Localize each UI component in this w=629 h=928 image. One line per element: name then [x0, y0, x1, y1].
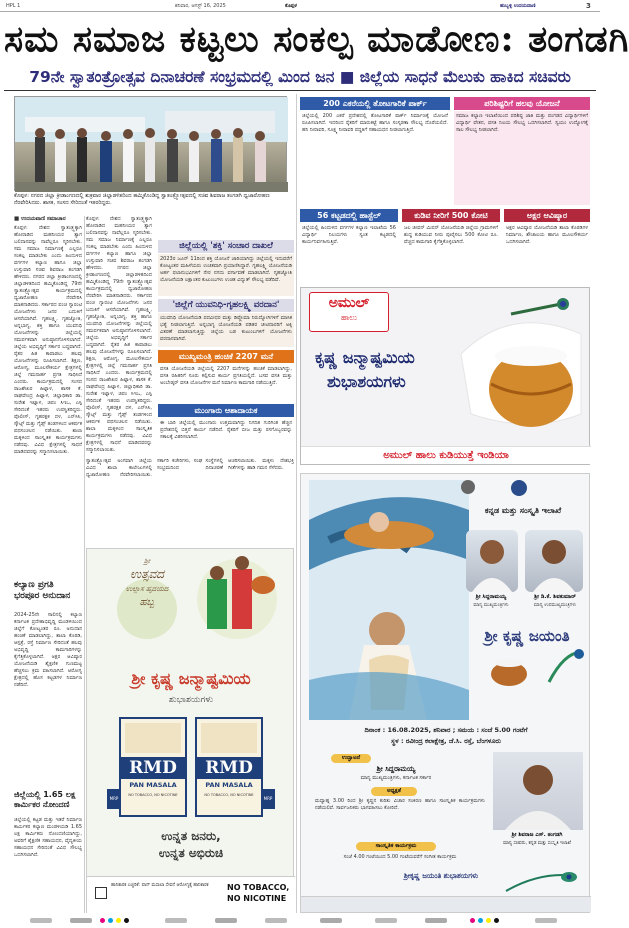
- register-mark: [535, 918, 557, 923]
- inaugurator-label: ಉದ್ಘಾಟನೆ: [331, 754, 371, 763]
- dcm-role: ಮಾನ್ಯ ಉಪಮುಖ್ಯಮಂತ್ರಿಗಳು: [533, 603, 577, 608]
- register-mark: [375, 918, 397, 923]
- mrp-badge: MRP: [107, 789, 121, 809]
- page-header-bar: [0, 0, 600, 12]
- inaugurator-role: ಮಾನ್ಯ ಮುಖ್ಯಮಂತ್ರಿಗಳು, ಕರ್ನಾಟಕ ಸರ್ಕಾರ: [360, 775, 432, 781]
- minister-name: ಶ್ರೀ ಶಿವರಾಜ ಎಸ್. ತಂಗಡಗಿ: [511, 832, 563, 838]
- page-code: HPL 1: [6, 3, 21, 9]
- rmd-footer-text: ಹಾನಿಕಾರಕ ಎಚ್ಚರಿಕೆ: ಪಾನ್ ಮಸಾಲಾ ಸೇವನೆ ಆರೋಗ್ಯಕ್ಕೆ ಹಾನಿಕಾರಕ: [111, 883, 209, 888]
- box-body-hostel: ಜಿಲ್ಲೆಯಲ್ಲಿ ಹಿಂದುಳಿದ ವರ್ಗಗಳ ಕಲ್ಯಾಣ ಇಲಾಖೆಯ 56 ವಿದ್ಯಾರ್ಥಿ ನಿಲಯಗಳು ಸ್ವಂತ ಕಟ್ಟಡದಲ್ಲಿ ಕಾರ್ಯನಿರ್ವಹಿಸುತ್ತಿವೆ.: [302, 225, 396, 245]
- department-name: ಕನ್ನಡ ಮತ್ತು ಸಂಸ್ಕೃತಿ ಇಲಾಖೆ: [484, 506, 562, 515]
- chief-guest-label: ಅಧ್ಯಕ್ಷತೆ: [371, 787, 417, 796]
- article-kicker: ■ ಉದಯವಾಣಿ ಸಮಾಚಾರ: [14, 216, 66, 222]
- register-mark: [320, 918, 342, 923]
- krishna-jayanti-title: ಶ್ರೀ ಕೃಷ್ಣ ಜಯಂತಿ: [484, 627, 570, 645]
- register-mark: [478, 918, 483, 923]
- register-mark: [30, 918, 52, 923]
- krishna-jayanti-title-area: [469, 624, 585, 694]
- rmd-pack-2: [195, 717, 273, 817]
- mrp-badge: MRP: [261, 789, 275, 809]
- column-rule: [84, 216, 85, 913]
- rmd-pack-1: [109, 717, 187, 817]
- register-mark: [265, 918, 287, 923]
- rmd-script-line3: ಉಲ್ಲಾಸ ಹೃದಯದ: [125, 585, 169, 593]
- register-mark: [116, 918, 121, 923]
- box-heading-akshara: ಅಕ್ಷರ ಆವಿಷ್ಕಾರ: [504, 209, 590, 222]
- register-mark: [165, 918, 187, 923]
- box-heading-yuvanidhi: 'ಜಿಲ್ಲೆಗೆ ಯುವನಿಧಿ-ಗೃಹಲಕ್ಷ್ಮಿ ವರದಾನ': [158, 299, 294, 312]
- photo-scene: [15, 97, 288, 192]
- flag-hoisting-photo: [14, 96, 287, 191]
- govt-emblem-icon: [461, 480, 475, 494]
- box-body-housing: ವಸತಿ ಯೋಜನೆಯಡಿ ಜಿಲ್ಲೆಯಲ್ಲಿ 2207 ಮನೆಗಳನ್ನು ಹಂಚಿಕೆ ಮಾಡಲಾಗಿದ್ದು, ವಸತಿ ರಹಿತರಿಗೆ ಸೂರು ಕಲ್ಪಿಸುವ ಕಾರ್ಯ ಪ್ರಗತಿಯಲ್ಲಿದೆ. ಬಸವ ವಸತಿ ಮತ್ತು ಅಂಬೇಡ್ಕರ್ ವಸತಿ ಯೋಜನೆಗಳ ಮನೆ ನಿರ್ಮಾಣ ಕಾಮಗಾರಿ ನಡೆಯುತ್ತಿದೆ.: [160, 366, 292, 386]
- box-body-monsoon: ಈ ಬಾರಿ ಜಿಲ್ಲೆಯಲ್ಲಿ ಮುಂಗಾರು ಉತ್ತಮವಾಗಿದ್ದು ನಿಗದಿತ ಗುರಿಗಿಂತ ಹೆಚ್ಚಿನ ಪ್ರದೇಶದಲ್ಲಿ ಬಿತ್ತನೆ ಕಾರ್ಯ ನಡೆದಿದೆ. ರೈತರಿಗೆ ಬೀಜ ಮತ್ತು ರಸಗೊಬ್ಬರವನ್ನು ಸಕಾಲಕ್ಕೆ ವಿತರಿಸಲಾಗಿದೆ.: [160, 420, 292, 440]
- rmd-script-line4: ಹಬ್ಬ: [139, 597, 155, 608]
- chief-guest-text: ಮಧ್ಯಾಹ್ನ 3.00 ರಿಂದ ಶ್ರೀ ಕೃಷ್ಣನ ಕುರಿತು ವಿಚಾರ ಸಂಕಿರಣ ಹಾಗೂ ಸಾಂಸ್ಕೃತಿಕ ಕಾರ್ಯಕ್ರಮಗಳು ನಡೆಯಲಿವೆ. ಸಾರ್ವಜನಿಕರು ಭಾಗವಹಿಸಲು ಕೋರಿದೆ.: [315, 798, 485, 811]
- side-heading-1: ಕಲ್ಯಾಣ ಪ್ರಗತಿ ಭರಪೂರ ಅನುದಾನ: [14, 580, 71, 601]
- section-name: ಕೊಪ್ಪಳ: [285, 3, 297, 9]
- cultural-text: ಸಂಜೆ 4.00 ಗಂಟೆಯಿಂದ 5.00 ಗಂಟೆಯವರೆಗೆ ಸಂಗೀತ ಕಾರ್ಯಕ್ರಮ: [343, 854, 457, 860]
- pack-name: PAN MASALA: [129, 781, 177, 789]
- brand-name: ಹುಬ್ಬಳ್ಳಿ ಉದಯವಾಣಿ: [500, 3, 536, 9]
- pack-warning: NO TOBACCO, NO NICOTINE: [204, 793, 254, 797]
- rmd-title: ಶ್ರೀ ಕೃಷ್ಣ ಜನ್ಮಾಷ್ಟಮಿಯ: [131, 669, 251, 688]
- register-mark: [108, 918, 113, 923]
- rmd-slogan-line1: ಉನ್ನತ ಜನರು,: [161, 829, 221, 843]
- pot-and-feather-icon: [469, 648, 585, 688]
- pack-name: PAN MASALA: [205, 781, 253, 789]
- amul-logo: [309, 292, 389, 332]
- rmd-subtitle: ಶುಭಾಶಯಗಳು: [168, 695, 214, 705]
- amul-tagline: ಅಮುಲ್ ಹಾಲು ಕುಡಿಯುತ್ತೆ ಇಂಡಿಯಾ: [301, 446, 591, 464]
- box-heading-horticulture: 200 ಎಕರೆಯಲ್ಲಿ ತೋಟಗಾರಿಕೆ ಪಾರ್ಕ್: [300, 97, 450, 110]
- peacock-feather-icon: [501, 866, 581, 896]
- box-body-horticulture: ಜಿಲ್ಲೆಯಲ್ಲಿ 200 ಎಕರೆ ಪ್ರದೇಶದಲ್ಲಿ ತೋಟಗಾರಿಕೆ ಪಾರ್ಕ್ ನಿರ್ಮಾಣಕ್ಕೆ ಯೋಜನೆ ರೂಪಿಸಲಾಗಿದೆ. ಇದರಿಂದ ರೈತರಿಗೆ ಮಾರುಕಟ್ಟೆ ಹಾಗೂ ಸಂಸ್ಕರಣಾ ಸೌಲಭ್ಯ ದೊರೆಯಲಿದೆ. ಹನಿ ನೀರಾವರಿ, ಸೂಕ್ಷ್ಮ ನೀರಾವರಿ ಪದ್ಧತಿಗೆ ಸಹಾಯಧನ ನೀಡಲಾಗುತ್ತಿದೆ.: [302, 113, 448, 133]
- box-body-sc-schemes: ಸಮಾಜ ಕಲ್ಯಾಣ ಇಲಾಖೆಯಿಂದ ಪರಿಶಿಷ್ಟ ಜಾತಿ ಮತ್ತು ಪಂಗಡದ ವಿದ್ಯಾರ್ಥಿಗಳಿಗೆ ವಿದ್ಯಾರ್ಥಿ ವೇತನ, ವಸತಿ ನಿಲಯ ಸೌಲಭ್ಯ ಒದಗಿಸಲಾಗಿದೆ. ಸ್ವಯಂ ಉದ್ಯೋಗಕ್ಕೆ ಸಾಲ ಸೌಲಭ್ಯ ನೀಡಲಾಗಿದೆ.: [454, 111, 590, 205]
- rmd-script-line2: ಉತ್ಸವದ: [129, 567, 165, 581]
- register-mark: [100, 918, 105, 923]
- krishna-illustration: [309, 480, 469, 720]
- register-mark: [494, 918, 499, 923]
- govt-ad-footer: ಶ್ರೀಕೃಷ್ಣ ಜಯಂತಿ ಶುಭಾಶಯಗಳು: [403, 872, 479, 880]
- rmd-footer: [87, 876, 295, 914]
- box-body-shakti: 2023ರ ಜೂನ್ 11ರಿಂದ ಶಕ್ತಿ ಯೋಜನೆ ಜಾರಿಯಾಗಿದ್ದು ಜಿಲ್ಲೆಯಲ್ಲಿ ಇದುವರೆಗೆ ಕೋಟ್ಯಂತರ ಮಹಿಳೆಯರು ಉಚಿತವಾಗಿ ಪ್ರಯಾಣಿಸಿದ್ದಾರೆ. ಗೃಹಲಕ್ಷ್ಮಿ ಯೋಜನೆಯಡಿ ಅರ್ಹ ಫಲಾನುಭವಿಗಳಿಗೆ ನೇರ ನಗದು ವರ್ಗಾವಣೆ ಮಾಡಲಾಗಿದೆ. ಗೃಹಜ್ಯೋತಿ ಯೋಜನೆಯಡಿ ಲಕ್ಷಾಂತರ ಕುಟುಂಬಗಳು ಉಚಿತ ವಿದ್ಯುತ್ ಸೌಲಭ್ಯ ಪಡೆದಿವೆ.: [158, 254, 294, 296]
- register-mark: [70, 918, 92, 923]
- box-body-akshara: ಅಕ್ಷರ ಆವಿಷ್ಕಾರ ಯೋಜನೆಯಡಿ ಶಾಲಾ ಕೊಠಡಿಗಳ ನಿರ್ಮಾಣ, ಶೌಚಾಲಯ ಹಾಗೂ ಮೂಲಸೌಕರ್ಯ ಒದಗಿಸಲಾಗಿದೆ.: [506, 225, 588, 245]
- amul-brand: ಅಮುಲ್: [328, 295, 370, 311]
- pack-warning: NO TOBACCO, NO NICOTINE: [128, 793, 178, 797]
- photo-caption: ಕೊಪ್ಪಳ: ನಗರದ ಜಿಲ್ಲಾ ಕ್ರೀಡಾಂಗಣದಲ್ಲಿ ಶುಕ್ರವಾರ ಜಿಲ್ಲಾಡಳಿತದಿಂದ ಹಮ್ಮಿಕೊಂಡಿದ್ದ ಸ್ವಾತಂತ್ರ್ಯೋತ್ಸವದಲ್ಲಿ ಸಚಿವ ಶಿವರಾಜ ತಂಗಡಗಿ ಧ್ವಜಾರೋಹಣ ನೆರವೇರಿಸಿದರು. ಶಾಸಕ, ಸಂಸದ ಸೇರಿದಂತೆ ಇತರರಿದ್ದರು.: [14, 193, 270, 206]
- dcm-name: ಶ್ರೀ ಡಿ.ಕೆ. ಶಿವಕುಮಾರ್: [534, 594, 576, 600]
- side-heading-2: ಜಿಲ್ಲೆಯಲ್ಲಿ 1.65 ಲಕ್ಷ ಕಾರ್ಮಿಕರ ನೋಂದಣಿ: [14, 790, 76, 809]
- rmd-pan-masala-ad: [86, 548, 294, 913]
- page-number: 3: [586, 2, 591, 10]
- minister-role: ಮಾನ್ಯ ಸಚಿವರು, ಕನ್ನಡ ಮತ್ತು ಸಂಸ್ಕೃತಿ ಇಲಾಖೆ: [503, 841, 571, 846]
- page-date: ಶನಿವಾರ, ಆಗಸ್ಟ್ 16, 2025: [175, 3, 226, 9]
- pack-portrait: [201, 723, 257, 753]
- register-mark: [425, 918, 447, 923]
- register-mark: [124, 918, 129, 923]
- rmd-footer-warning-2: NO NICOTINE: [227, 894, 287, 903]
- veg-mark-icon: [95, 887, 107, 899]
- box-body-yuvanidhi: ಯುವನಿಧಿ ಯೋಜನೆಯಡಿ ಪದವೀಧರ ಮತ್ತು ಡಿಪ್ಲೊಮಾ ನಿರುದ್ಯೋಗಿಗಳಿಗೆ ಮಾಸಿಕ ಭತ್ಯೆ ನೀಡಲಾಗುತ್ತಿದೆ. ಅನ್ನಭಾಗ್ಯ ಯೋಜನೆಯಡಿ ಪಡಿತರ ಚೀಟಿದಾರರಿಗೆ ಅಕ್ಕಿ ವಿತರಣೆ ಮಾಡಲಾಗುತ್ತಿದ್ದು ಜಿಲ್ಲೆಯ ಬಡ ಕುಟುಂಬಗಳಿಗೆ ಯೋಜನೆಗಳು ವರದಾನವಾಗಿವೆ.: [158, 313, 294, 347]
- sub-headline: 79ನೇ ಸ್ವಾತಂತ್ರೋತ್ಸವ ದಿನಾಚರಣೆ ಸಂಭ್ರಮದಲ್ಲಿ ಮಿಂದ ಜನ ■ ಜಿಲ್ಲೆಯ ಸಾಧನೆ ಮೆಲುಕು ಹಾಕಿದ ಸಚಿವರು: [29, 68, 571, 86]
- side-body-1: 2024-25ನೇ ಸಾಲಿನಲ್ಲಿ ಕಲ್ಯಾಣ ಕರ್ನಾಟಕ ಪ್ರದೇಶಾಭಿವೃದ್ಧಿ ಮಂಡಳಿಯಿಂದ ಜಿಲ್ಲೆಗೆ ಕೋಟ್ಯಂತರ ರೂ. ಅನುದಾನ ಹಂಚಿಕೆ ಮಾಡಲಾಗಿದ್ದು, ಶಾಲಾ ಕೊಠಡಿ, ಆಸ್ಪತ್ರೆ, ರಸ್ತೆ ನಿರ್ಮಾಣ ಸೇರಿದಂತೆ ಹಲವು ಅಭಿವೃದ್ಧಿ ಕಾಮಗಾರಿಗಳನ್ನು ಕೈಗೆತ್ತಿಕೊಳ್ಳಲಾಗಿದೆ. ಅಕ್ಷರ ಆವಿಷ್ಕಾರ ಯೋಜನೆಯಡಿ ಶೈಕ್ಷಣಿಕ ಗುಣಮಟ್ಟ ಹೆಚ್ಚಿಸಲು ಕ್ರಮ ವಹಿಸಲಾಗಿದೆ. ಆರೋಗ್ಯ ಕ್ಷೇತ್ರದಲ್ಲಿ ಹೊಸ ಕಟ್ಟಡಗಳ ನಿರ್ಮಾಣ ನಡೆದಿದೆ.: [14, 612, 82, 688]
- article-column-1: ಕೊಪ್ಪಳ: ದೇಶದ ಸ್ವಾತಂತ್ರ್ಯಕ್ಕಾಗಿ ಹೋರಾಡಿದ ಮಹನೀಯರ ತ್ಯಾಗ ಬಲಿದಾನವನ್ನು ನಾವೆಲ್ಲರೂ ಸ್ಮರಿಸಬೇಕು. ಸಮ ಸಮಾಜ ನಿರ್ಮಾಣಕ್ಕೆ ಎಲ್ಲರೂ ಸಂಕಲ್ಪ ಮಾಡಬೇಕು ಎಂದು ಹಿಂದುಳಿದ ವರ್ಗಗಳ ಕಲ್ಯಾಣ ಹಾಗೂ ಜಿಲ್ಲಾ ಉಸ್ತುವಾರಿ ಸಚಿವ ಶಿವರಾಜ ತಂಗಡಗಿ ಹೇಳಿದರು. ನಗರದ ಜಿಲ್ಲಾ ಕ್ರೀಡಾಂಗಣದಲ್ಲಿ ಜಿಲ್ಲಾಡಳಿತದಿಂದ ಹಮ್ಮಿಕೊಂಡಿದ್ದ 79ನೇ ಸ್ವಾತಂತ್ರ್ಯೋತ್ಸವ ಕಾರ್ಯಕ್ರಮದಲ್ಲಿ ಧ್ವಜಾರೋಹಣ ನೆರವೇರಿಸಿ ಮಾತನಾಡಿದರು. ಸರ್ಕಾರದ ಪಂಚ ಗ್ಯಾರಂಟಿ ಯೋಜನೆಗಳು ಜನರ ಬದುಕಿಗೆ ಆಸರೆಯಾಗಿವೆ. ಗೃಹಲಕ್ಷ್ಮಿ, ಗೃಹಜ್ಯೋತಿ, ಅನ್ನಭಾಗ್ಯ, ಶಕ್ತಿ ಹಾಗೂ ಯುವನಿಧಿ ಯೋಜನೆಗಳನ್ನು ಜಿಲ್ಲೆಯಲ್ಲಿ ಸಮರ್ಪಕವಾಗಿ ಅನುಷ್ಠಾನಗೊಳಿಸಲಾಗಿದೆ. ಜಿಲ್ಲೆಯ ಅಭಿವೃದ್ಧಿಗೆ ಸರ್ಕಾರ ಬದ್ಧವಾಗಿದೆ. ರೈತರ ಹಿತ ಕಾಪಾಡಲು ಹಲವು ಯೋಜನೆಗಳನ್ನು ರೂಪಿಸಲಾಗಿದೆ. ಶಿಕ್ಷಣ, ಆರೋಗ್ಯ, ಮೂಲಸೌಕರ್ಯ ಕ್ಷೇತ್ರಗಳಲ್ಲಿ ಜಿಲ್ಲೆ ಗಮನಾರ್ಹ ಪ್ರಗತಿ ಸಾಧಿಸಿದೆ ಎಂದರು. ಕಾರ್ಯಕ್ರಮದಲ್ಲಿ ಸಂಸದ ರಾಜಶೇಖರ ಹಿಟ್ನಾಳ, ಶಾಸಕ ಕೆ. ರಾಘವೇಂದ್ರ ಹಿಟ್ನಾಳ, ಜಿಲ್ಲಾಧಿಕಾರಿ ಡಾ. ಸುರೇಶ ಇಟ್ನಾಳ, ಜಿಪಂ ಸಿಇಒ, ಎಸ್ಪಿ ಸೇರಿದಂತೆ ಇತರರು ಉಪಸ್ಥಿತರಿದ್ದರು. ಪೊಲೀಸ್, ಗೃಹರಕ್ಷಕ ದಳ, ಎನ್‌ಸಿಸಿ, ಸ್ಕೌಟ್ಸ್ ಮತ್ತು ಗೈಡ್ಸ್ ತಂಡಗಳಿಂದ ಆಕರ್ಷಕ ಪಥಸಂಚಲನ ನಡೆಯಿತು. ಶಾಲಾ ಮಕ್ಕಳಿಂದ ಸಾಂಸ್ಕೃತಿಕ ಕಾರ್ಯಕ್ರಮಗಳು ನಡೆದವು. ವಿವಿಧ ಕ್ಷೇತ್ರಗಳಲ್ಲಿ ಸಾಧನೆ ಮಾಡಿದವರನ್ನು ಸನ್ಮಾನಿಸಲಾಯಿತು.: [14, 225, 82, 455]
- pack-brand: RMD: [197, 757, 261, 779]
- amul-greeting-line2: ಶುಭಾಶಯಗಳು: [327, 372, 406, 391]
- amul-advertisement: [300, 287, 590, 465]
- minister-portrait: [493, 752, 583, 830]
- register-mark: [470, 918, 475, 923]
- rmd-slogan-line2: ಉನ್ನತ ಅಭಿರುಚಿ: [158, 846, 224, 860]
- column-rule: [296, 94, 297, 913]
- rmd-footer-warning-1: NO TOBACCO,: [227, 883, 290, 892]
- govt-ad-logo-strip: [301, 896, 591, 912]
- box-heading-water: ಕುಡಿವ ನೀರಿಗೆ 500 ಕೋಟಿ: [402, 209, 500, 222]
- main-headline: ಸಮ ಸಮಾಜ ಕಟ್ಟಲು ಸಂಕಲ್ಪ ಮಾಡೋಣ: ತಂಗಡಗಿ: [4, 18, 629, 60]
- side-body-2: ಜಿಲ್ಲೆಯಲ್ಲಿ ಕಟ್ಟಡ ಮತ್ತು ಇತರೆ ನಿರ್ಮಾಣ ಕಾರ್ಮಿಕರ ಕಲ್ಯಾಣ ಮಂಡಳಿಯಡಿ 1.65 ಲಕ್ಷ ಕಾರ್ಮಿಕರು ನೋಂದಣಿಯಾಗಿದ್ದು, ಅವರಿಗೆ ಶೈಕ್ಷಣಿಕ ಸಹಾಯಧನ, ವೈದ್ಯಕೀಯ ಸಹಾಯಧನ ಸೇರಿದಂತೆ ವಿವಿಧ ಸೌಲಭ್ಯ ಒದಗಿಸಲಾಗಿದೆ.: [14, 817, 82, 858]
- cm-portrait: [466, 530, 518, 592]
- box-heading-monsoon: ಮುಂಗಾರು ಆಶಾದಾಯಕ: [158, 404, 294, 417]
- box-body-water: ಜಲ ಜೀವನ್ ಮಿಷನ್ ಯೋಜನೆಯಡಿ ಜಿಲ್ಲೆಯ ಗ್ರಾಮಗಳಿಗೆ ಶುದ್ಧ ಕುಡಿಯುವ ನೀರು ಪೂರೈಸಲು 500 ಕೋಟಿ ರೂ. ವೆಚ್ಚದ ಕಾಮಗಾರಿ ಕೈಗೆತ್ತಿಕೊಳ್ಳಲಾಗಿದೆ.: [404, 225, 498, 245]
- krishna-jayanti-govt-ad: [300, 473, 590, 913]
- pack-portrait: [125, 723, 181, 753]
- divider: [4, 90, 596, 91]
- register-mark: [486, 918, 491, 923]
- cm-role: ಮಾನ್ಯ ಮುಖ್ಯಮಂತ್ರಿಗಳು: [473, 603, 509, 608]
- bottom-article: ಸ್ವಾತಂತ್ರ್ಯೋತ್ಸವ ಅಂಗವಾಗಿ ಜಿಲ್ಲೆಯ ವಿವಿಧ ಶಾಲಾ ಕಾಲೇಜುಗಳಲ್ಲಿ ಧ್ವಜಾರೋಹಣ ನೆರವೇರಿಸಲಾಯಿತು. ಸರ್ಕಾರಿ ಕಚೇರಿಗಳು, ಸಂಘ ಸಂಸ್ಥೆಗಳಲ್ಲಿ ಸಂಭ್ರಮದಿಂದ ದಿನಾಚರಣೆ ಆಚರಿಸಲಾಯಿತು. ಮಕ್ಕಳು ದೇಶಭಕ್ತಿ ಗೀತೆಗಳನ್ನು ಹಾಡಿ ಗಮನ ಸೆಳೆದರು.: [86, 458, 294, 478]
- milk-pot-illustration: [451, 294, 586, 444]
- box-heading-hostel: 56 ಕಟ್ಟಡದಲ್ಲಿ ಹಾಸ್ಟೆಲ್: [300, 209, 398, 222]
- amul-greeting-line1: ಕೃಷ್ಣ ಜನ್ಮಾಷ್ಟಮಿಯ: [315, 348, 415, 367]
- box-heading-housing: ಮುಖ್ಯಮಂತ್ರಿ ಹಂಚಿಕೆ 2207 ಮನೆ: [158, 350, 294, 363]
- event-venue-line: ಸ್ಥಳ : ರವೀಂದ್ರ ಕಲಾಕ್ಷೇತ್ರ, ಜೆ.ಸಿ. ರಸ್ತೆ, ಬೆಂಗಳೂರು: [391, 737, 501, 745]
- box-heading-shakti: ಜಿಲ್ಲೆಯಲ್ಲಿ 'ಶಕ್ತಿ' ಸಂಚಾರ ದಾಖಲೆ: [158, 240, 294, 253]
- karnataka-emblem-icon: [511, 480, 527, 496]
- cultural-label: ಸಾಂಸ್ಕೃತಿಕ ಕಾರ್ಯಕ್ರಮ: [356, 842, 436, 851]
- print-color-marks: [0, 914, 600, 928]
- rmd-script-line1: ಶ್ರೀ: [143, 557, 151, 565]
- register-mark: [215, 918, 237, 923]
- inaugurator-name: ಶ್ರೀ ಸಿದ್ದರಾಮಯ್ಯ: [376, 765, 416, 773]
- article-column-2: ಕೊಪ್ಪಳ: ದೇಶದ ಸ್ವಾತಂತ್ರ್ಯಕ್ಕಾಗಿ ಹೋರಾಡಿದ ಮಹನೀಯರ ತ್ಯಾಗ ಬಲಿದಾನವನ್ನು ನಾವೆಲ್ಲರೂ ಸ್ಮರಿಸಬೇಕು. ಸಮ ಸಮಾಜ ನಿರ್ಮಾಣಕ್ಕೆ ಎಲ್ಲರೂ ಸಂಕಲ್ಪ ಮಾಡಬೇಕು ಎಂದು ಹಿಂದುಳಿದ ವರ್ಗಗಳ ಕಲ್ಯಾಣ ಹಾಗೂ ಜಿಲ್ಲಾ ಉಸ್ತುವಾರಿ ಸಚಿವ ಶಿವರಾಜ ತಂಗಡಗಿ ಹೇಳಿದರು. ನಗರದ ಜಿಲ್ಲಾ ಕ್ರೀಡಾಂಗಣದಲ್ಲಿ ಜಿಲ್ಲಾಡಳಿತದಿಂದ ಹಮ್ಮಿಕೊಂಡಿದ್ದ 79ನೇ ಸ್ವಾತಂತ್ರ್ಯೋತ್ಸವ ಕಾರ್ಯಕ್ರಮದಲ್ಲಿ ಧ್ವಜಾರೋಹಣ ನೆರವೇರಿಸಿ ಮಾತನಾಡಿದರು. ಸರ್ಕಾರದ ಪಂಚ ಗ್ಯಾರಂಟಿ ಯೋಜನೆಗಳು ಜನರ ಬದುಕಿಗೆ ಆಸರೆಯಾಗಿವೆ. ಗೃಹಲಕ್ಷ್ಮಿ, ಗೃಹಜ್ಯೋತಿ, ಅನ್ನಭಾಗ್ಯ, ಶಕ್ತಿ ಹಾಗೂ ಯುವನಿಧಿ ಯೋಜನೆಗಳನ್ನು ಜಿಲ್ಲೆಯಲ್ಲಿ ಸಮರ್ಪಕವಾಗಿ ಅನುಷ್ಠಾನಗೊಳಿಸಲಾಗಿದೆ. ಜಿಲ್ಲೆಯ ಅಭಿವೃದ್ಧಿಗೆ ಸರ್ಕಾರ ಬದ್ಧವಾಗಿದೆ. ರೈತರ ಹಿತ ಕಾಪಾಡಲು ಹಲವು ಯೋಜನೆಗಳನ್ನು ರೂಪಿಸಲಾಗಿದೆ. ಶಿಕ್ಷಣ, ಆರೋಗ್ಯ, ಮೂಲಸೌಕರ್ಯ ಕ್ಷೇತ್ರಗಳಲ್ಲಿ ಜಿಲ್ಲೆ ಗಮನಾರ್ಹ ಪ್ರಗತಿ ಸಾಧಿಸಿದೆ ಎಂದರು. ಕಾರ್ಯಕ್ರಮದಲ್ಲಿ ಸಂಸದ ರಾಜಶೇಖರ ಹಿಟ್ನಾಳ, ಶಾಸಕ ಕೆ. ರಾಘವೇಂದ್ರ ಹಿಟ್ನಾಳ, ಜಿಲ್ಲಾಧಿಕಾರಿ ಡಾ. ಸುರೇಶ ಇಟ್ನಾಳ, ಜಿಪಂ ಸಿಇಒ, ಎಸ್ಪಿ ಸೇರಿದಂತೆ ಇತರರು ಉಪಸ್ಥಿತರಿದ್ದರು. ಪೊಲೀಸ್, ಗೃಹರಕ್ಷಕ ದಳ, ಎನ್‌ಸಿಸಿ, ಸ್ಕೌಟ್ಸ್ ಮತ್ತು ಗೈಡ್ಸ್ ತಂಡಗಳಿಂದ ಆಕರ್ಷಕ ಪಥಸಂಚಲನ ನಡೆಯಿತು. ಶಾಲಾ ಮಕ್ಕಳಿಂದ ಸಾಂಸ್ಕೃತಿಕ ಕಾರ್ಯಕ್ರಮಗಳು ನಡೆದವು. ವಿವಿಧ ಕ್ಷೇತ್ರಗಳಲ್ಲಿ ಸಾಧನೆ ಮಾಡಿದವರನ್ನು ಸನ್ಮಾನಿಸಲಾಯಿತು.: [86, 216, 152, 453]
- box-heading-sc-schemes: ಪರಿಶಿಷ್ಟರಿಗೆ ಹಲವು ಯೋಜನೆ: [454, 97, 590, 110]
- cm-name: ಶ್ರೀ ಸಿದ್ದರಾಮಯ್ಯ: [475, 594, 507, 600]
- dcm-portrait: [525, 530, 583, 592]
- pack-brand: RMD: [121, 757, 185, 779]
- amul-brand-sub: ಹಾಲು: [340, 313, 358, 322]
- event-date-line: ದಿನಾಂಕ : 16.08.2025, ಶನಿವಾರ ; ಸಮಯ : ಸಂಜೆ 5.00 ಗಂಟೆಗೆ: [364, 726, 528, 734]
